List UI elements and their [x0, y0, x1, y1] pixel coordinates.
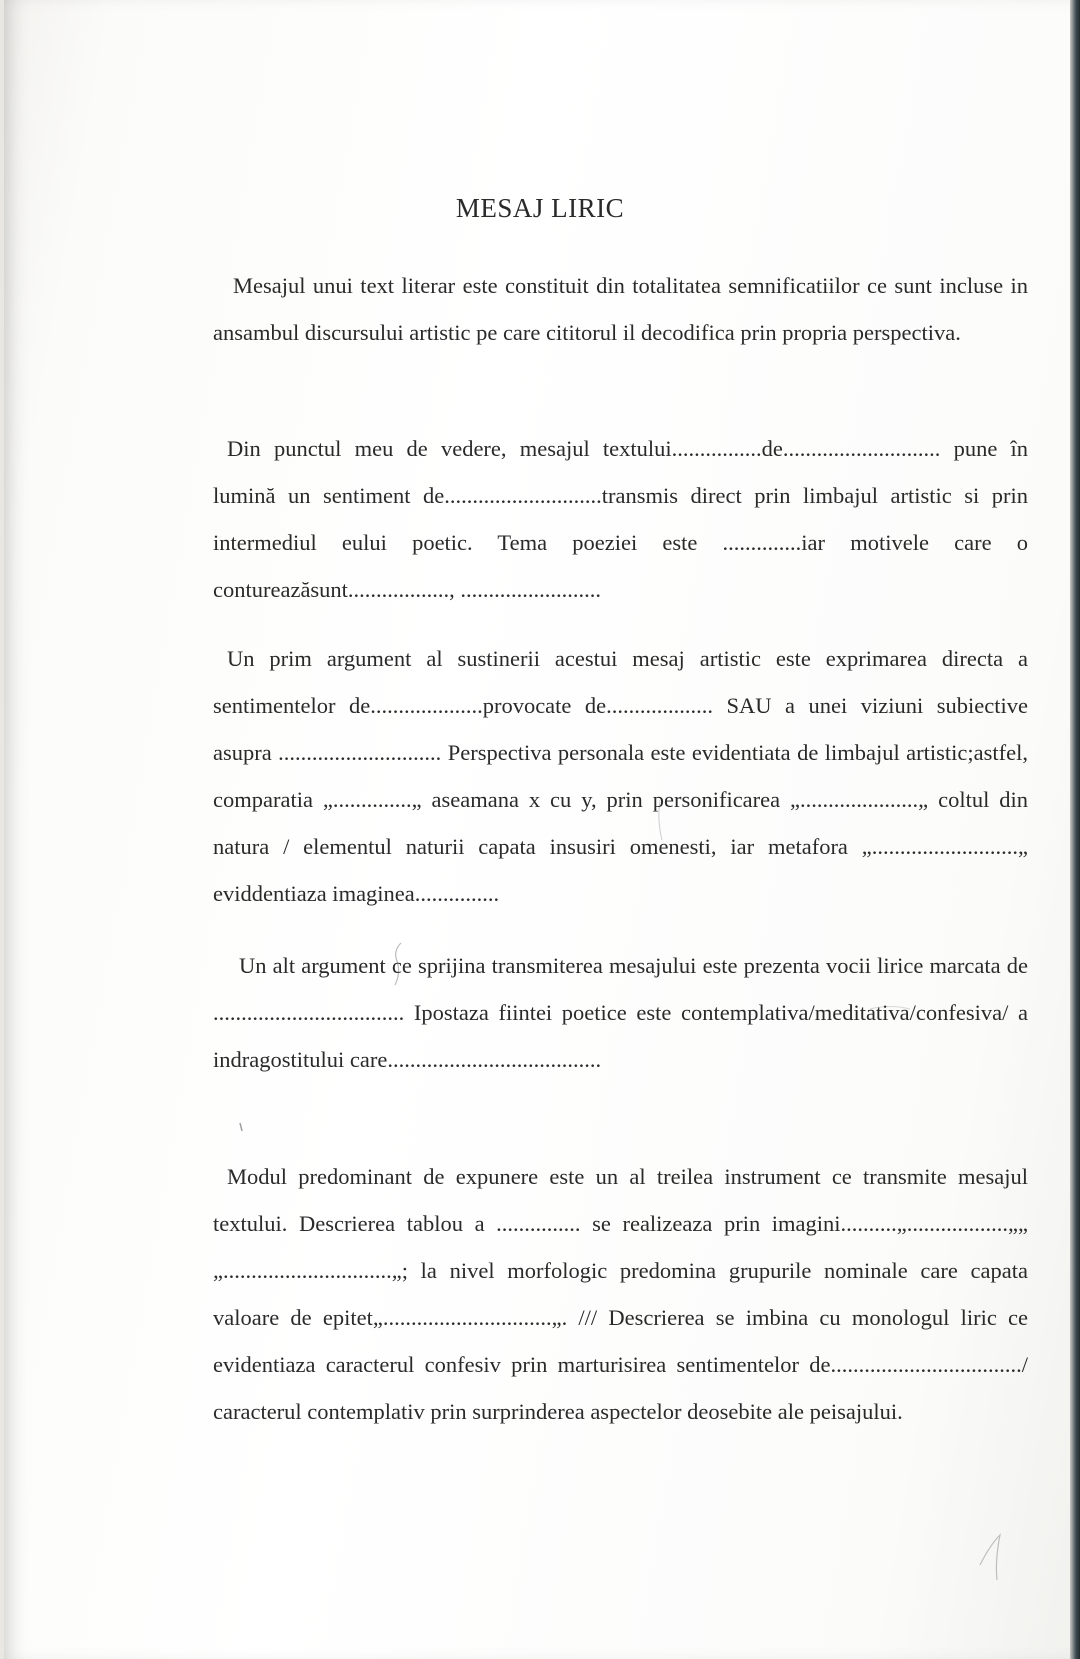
paragraph-opinion: Din punctul meu de vedere, mesajul textului................de............................ pune în lumină un sentiment de............................transmis direct prin limbajul artistic si prin intermediul eului poetic. Tema poeziei este ..............iar motivele care o contureazăsunt.................., .........................	[213, 436, 1028, 602]
paragraph-third-argument: Modul predominant de expunere este un al treilea instrument ce transmite mesajul textului. Descrierea tablou a ............... se realizeaza prin imagini..........„..................„„ „..............................„; la nivel morfologic predomina grupurile nominale care capata valoare de epitet„..............................„. /// Descrierea se imbina cu monologul liric ce evidentiaza caracterul confesiv prin marturisirea sentimentelor de................................../ caracterul contemplativ prin surprinderea aspectelor deosebite ale peisajului.	[213, 1164, 1028, 1424]
page-edge	[1070, 0, 1080, 1659]
document-title: MESAJ LIRIC	[455, 193, 625, 223]
paragraph-first-argument: Un prim argument al sustinerii acestui mesaj artistic este exprimarea directa a sentimentelor de....................provocate de................... SAU a unei viziuni subiective asupra ............................. Perspectiva personala este evidentiata de limbajul artistic;astfel, comparatia „..............„ aseamana x cu y, prin personificarea „.....................„ coltul din natura / elementul naturii capata insusiri omenesti, iar metafora „..........................„ eviddentiaza imaginea...............	[213, 646, 1028, 906]
paragraph-definition: Mesajul unui text literar este constituit din totalitatea semnificatiilor ce sunt incluse in ansambul discursului artistic pe care cititorul il decodifica prin propria perspectiva.	[213, 273, 1028, 345]
paragraph-second-argument: Un alt argument ce sprijina transmiterea mesajului este prezenta vocii lirice marcata de .................................. Ipostaza fiintei poetice este contemplativa/meditativa/confesiva/ a indragostitului care......................................	[213, 953, 1028, 1072]
